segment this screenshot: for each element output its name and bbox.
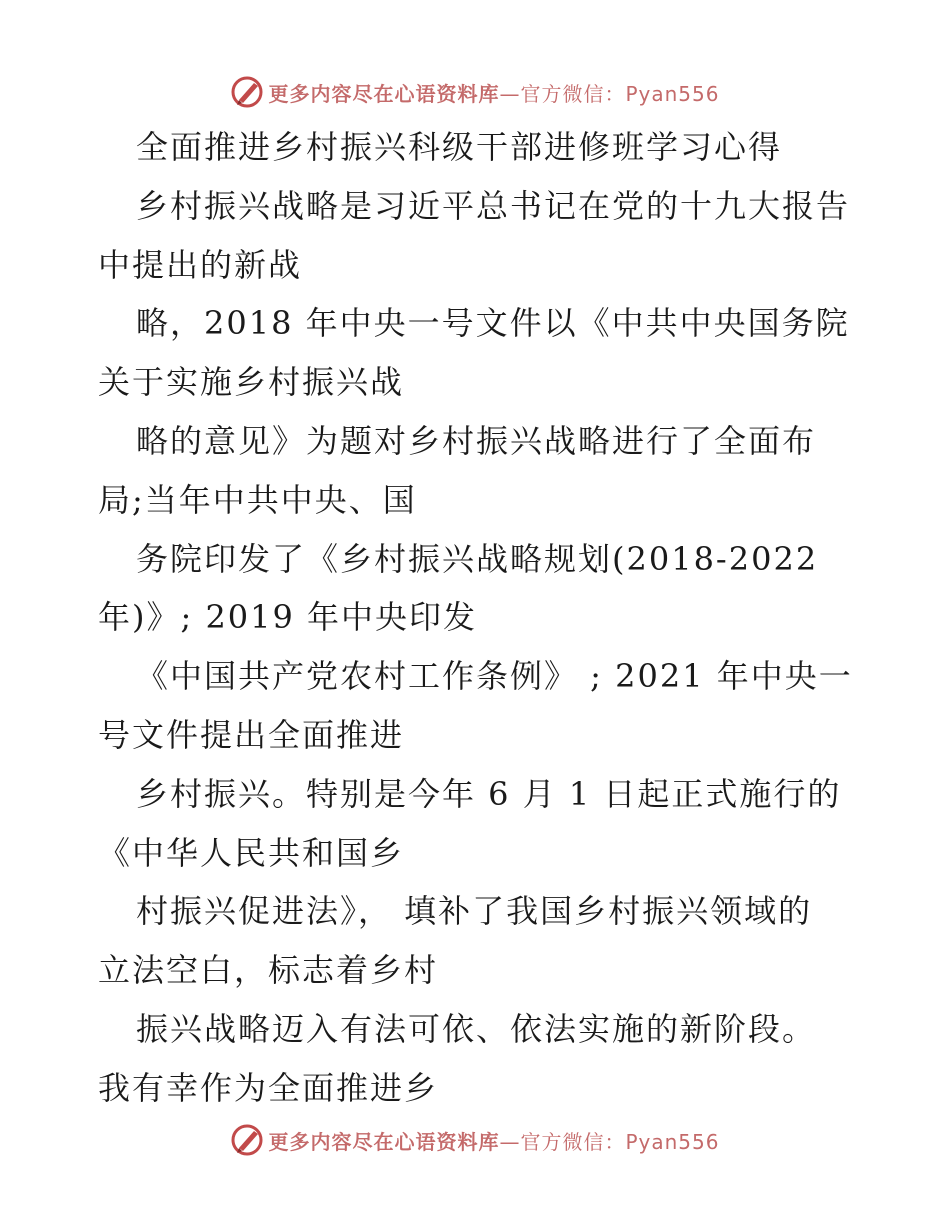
banner-wechat: —官方微信：Pyan556 [499, 81, 720, 106]
paragraph-line: 务院印发了《乡村振兴战略规划(2018-2022 [136, 539, 819, 578]
paragraph-line: 略的意见》为题对乡村振兴战略进行了全面布 [136, 421, 817, 460]
banner-wechat: —官方微信：Pyan556 [499, 1129, 720, 1154]
paragraph-line: 中提出的新战 [98, 245, 303, 284]
paragraph-line: 振兴战略迈入有法可依、依法实施的新阶段。 [136, 1009, 817, 1048]
paragraph-line: 关于实施乡村振兴战 [98, 363, 405, 402]
pen-logo-icon [230, 1123, 264, 1157]
paragraph-line: 年)》; 2019 年中央印发 [98, 598, 478, 637]
document-title: 全面推进乡村振兴科级干部进修班学习心得 [136, 128, 783, 166]
paragraph-line: 乡村振兴。特别是今年 6 月 1 日起正式施行的 [136, 774, 842, 813]
paragraph-line: 立法空白，标志着乡村 [98, 951, 439, 990]
paragraph-line: 乡村振兴战略是习近平总书记在党的十九大报告 [136, 186, 851, 225]
banner-title: 更多内容尽在心语资料库 [268, 1129, 500, 1154]
paragraph-line: 我有幸作为全面推进乡 [98, 1068, 439, 1107]
paragraph-line: 《中国共产党农村工作条例》 ; 2021 年中央一 [136, 657, 853, 696]
pen-logo-icon [230, 75, 264, 109]
footer-banner [0, 1120, 950, 1160]
paragraph-line: 略，2018 年中央一号文件以《中共中央国务院 [136, 304, 850, 343]
document-body [98, 118, 868, 1118]
paragraph-line: 《中华人民共和国乡 [98, 833, 405, 872]
banner-title: 更多内容尽在心语资料库 [268, 81, 500, 106]
paragraph-line: 局;当年中共中央、国 [98, 480, 417, 519]
paragraph-line: 村振兴促进法》， 填补了我国乡村振兴领域的 [136, 892, 813, 931]
header-banner [0, 72, 950, 112]
paragraph-line: 号文件提出全面推进 [98, 715, 405, 754]
